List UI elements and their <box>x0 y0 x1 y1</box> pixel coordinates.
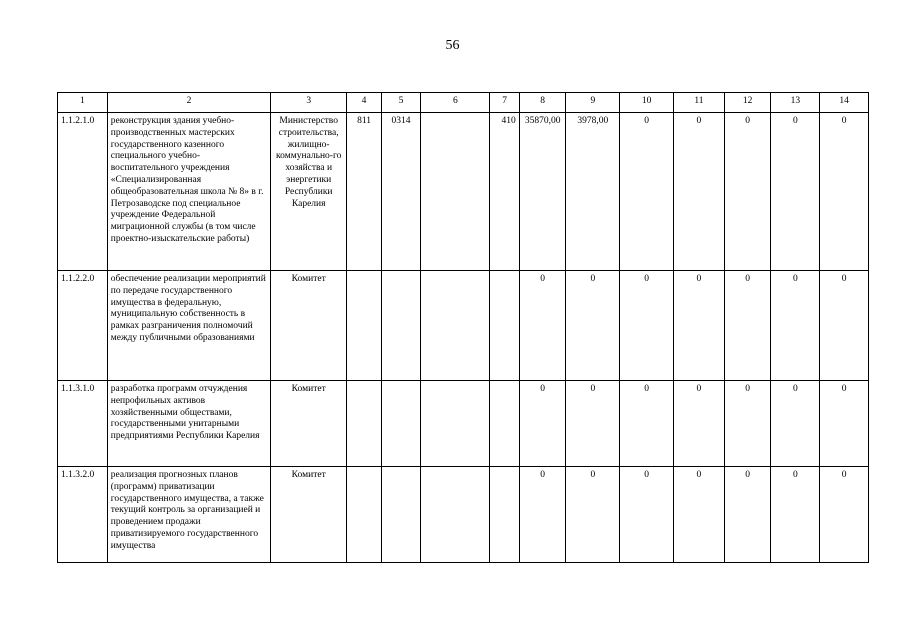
row-cell-6 <box>421 113 490 271</box>
row-executor: Комитет <box>271 271 347 381</box>
column-header: 11 <box>674 93 725 113</box>
column-header: 10 <box>620 93 674 113</box>
row-cell-14: 0 <box>820 381 869 467</box>
row-cell-13: 0 <box>771 113 820 271</box>
row-description: обеспечение реализации мероприятий по передаче государственного имущества в федеральную, муниципальную собственность в рамках разграничения полномочий между публичными образованиями <box>107 271 270 381</box>
row-executor: Комитет <box>271 467 347 563</box>
row-cell-8: 0 <box>519 271 566 381</box>
row-cell-11: 0 <box>674 467 725 563</box>
row-cell-13: 0 <box>771 467 820 563</box>
row-cell-4 <box>347 271 382 381</box>
row-cell-4: 811 <box>347 113 382 271</box>
row-cell-10: 0 <box>620 271 674 381</box>
column-header: 5 <box>381 93 421 113</box>
row-code: 1.1.3.2.0 <box>58 467 108 563</box>
column-header: 2 <box>107 93 270 113</box>
row-cell-7 <box>490 467 519 563</box>
row-description: реконструкция здания учебно-производственных мастерских государственного казенного специального учебно-воспитательного учреждения «Специализированная общеобразовательная школа № 8» в г. Петрозаводске под специальное учреждение Федеральной миграционной службы (в том числе проектно-изыскательские работы) <box>107 113 270 271</box>
column-header: 14 <box>820 93 869 113</box>
row-executor: Министерство строительства, жилищно-коммунально-го хозяйства и энергетики Республики Карелия <box>271 113 347 271</box>
row-code: 1.1.2.2.0 <box>58 271 108 381</box>
row-cell-14: 0 <box>820 113 869 271</box>
column-header: 4 <box>347 93 382 113</box>
row-cell-11: 0 <box>674 271 725 381</box>
row-cell-10: 0 <box>620 467 674 563</box>
row-executor: Комитет <box>271 381 347 467</box>
row-cell-5 <box>381 271 421 381</box>
column-header: 6 <box>421 93 490 113</box>
column-header: 3 <box>271 93 347 113</box>
table-row <box>58 467 869 563</box>
row-cell-7 <box>490 271 519 381</box>
row-cell-12: 0 <box>724 271 771 381</box>
row-cell-6 <box>421 271 490 381</box>
row-cell-8: 0 <box>519 381 566 467</box>
row-cell-13: 0 <box>771 271 820 381</box>
row-description: реализация прогнозных планов (программ) приватизации государственного имущества, а также текущий контроль за организацией и проведением продажи приватизируемого государственного имущества <box>107 467 270 563</box>
row-cell-5: 0314 <box>381 113 421 271</box>
column-header: 12 <box>724 93 771 113</box>
row-cell-8: 0 <box>519 467 566 563</box>
row-cell-9: 0 <box>566 381 620 467</box>
row-cell-5 <box>381 467 421 563</box>
row-description: разработка программ отчуждения непрофильных активов хозяйственными обществами, государственными унитарными предприятиями Республики Карелия <box>107 381 270 467</box>
row-cell-14: 0 <box>820 467 869 563</box>
table-row <box>58 113 869 271</box>
row-cell-12: 0 <box>724 467 771 563</box>
column-header: 7 <box>490 93 519 113</box>
table-row <box>58 271 869 381</box>
header-row <box>58 93 869 113</box>
row-cell-7 <box>490 381 519 467</box>
row-cell-6 <box>421 381 490 467</box>
row-cell-5 <box>381 381 421 467</box>
row-cell-12: 0 <box>724 381 771 467</box>
column-header: 8 <box>519 93 566 113</box>
row-code: 1.1.3.1.0 <box>58 381 108 467</box>
column-header: 13 <box>771 93 820 113</box>
row-code: 1.1.2.1.0 <box>58 113 108 271</box>
row-cell-13: 0 <box>771 381 820 467</box>
row-cell-9: 0 <box>566 271 620 381</box>
row-cell-14: 0 <box>820 271 869 381</box>
page-number: 56 <box>445 38 460 53</box>
row-cell-6 <box>421 467 490 563</box>
row-cell-9: 3978,00 <box>566 113 620 271</box>
table-row <box>58 381 869 467</box>
row-cell-7: 410 <box>490 113 519 271</box>
row-cell-11: 0 <box>674 381 725 467</box>
column-header: 1 <box>58 93 108 113</box>
row-cell-10: 0 <box>620 381 674 467</box>
row-cell-4 <box>347 381 382 467</box>
row-cell-9: 0 <box>566 467 620 563</box>
row-cell-12: 0 <box>724 113 771 271</box>
row-cell-8: 35870,00 <box>519 113 566 271</box>
row-cell-10: 0 <box>620 113 674 271</box>
budget-table <box>57 92 869 563</box>
row-cell-11: 0 <box>674 113 725 271</box>
row-cell-4 <box>347 467 382 563</box>
column-header: 9 <box>566 93 620 113</box>
